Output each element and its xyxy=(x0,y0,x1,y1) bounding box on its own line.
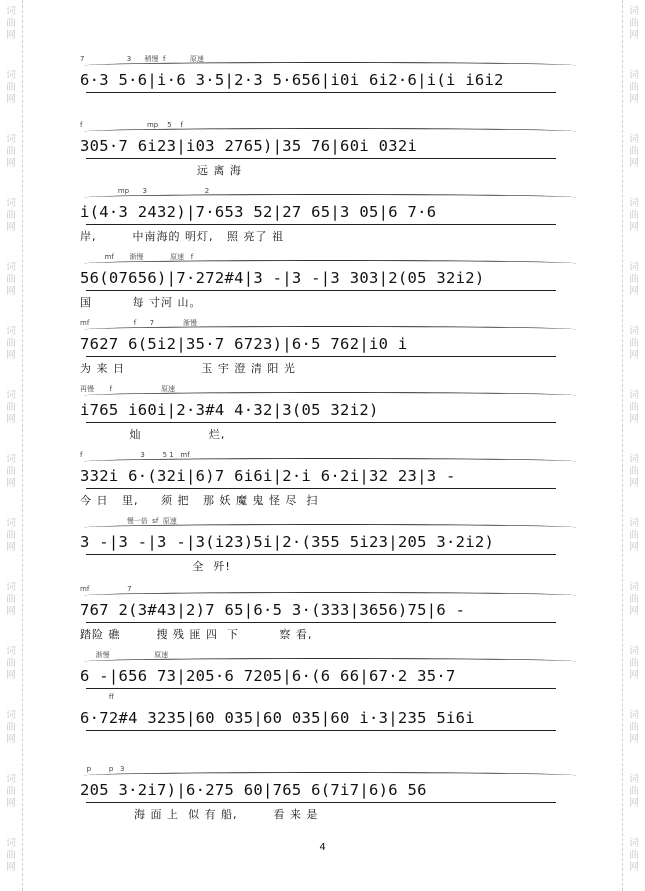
beat-underline xyxy=(86,92,556,93)
expression-marks: mf f 7 渐慢 xyxy=(80,319,197,327)
expression-marks: mf 7 xyxy=(80,585,132,593)
watermark-text: 词 曲 网 xyxy=(629,454,639,489)
expression-marks: ff xyxy=(80,693,114,701)
jianpu-notes: 305·7 6i23|i03 2765)|35 76|60i 032i xyxy=(80,137,418,155)
watermark-text: 词 曲 网 xyxy=(6,198,16,233)
beat-underline xyxy=(86,802,556,803)
beat-underline xyxy=(86,290,556,291)
expression-marks: mf 渐慢 原速 f xyxy=(80,253,194,261)
score-line xyxy=(80,184,580,248)
watermark-text: 词 曲 网 xyxy=(6,134,16,169)
score-line xyxy=(80,582,580,646)
score-line xyxy=(80,448,580,512)
watermark-text: 词 曲 网 xyxy=(629,774,639,809)
lyrics: 国 每 寸河 山。 xyxy=(80,296,202,309)
watermark-text: 词 曲 网 xyxy=(6,646,16,681)
beat-underline xyxy=(86,730,556,731)
jianpu-notes: 6 -|656 73|205·6 7205|6·(6 66|67·2 35·7 xyxy=(80,667,456,685)
jianpu-notes: 6·72#4 3235|60 035|60 035|60 i·3|235 5i6i xyxy=(80,709,475,727)
watermark-text: 词 曲 网 xyxy=(6,518,16,553)
expression-marks: 再慢 f 原速 xyxy=(80,385,175,393)
watermark-text: 词 曲 网 xyxy=(629,262,639,297)
lyrics: 为 来 日 玉 宇 澄 清 阳 光 xyxy=(80,362,296,375)
jianpu-notes: 767 2(3#43|2)7 65|6·5 3·(333|3656)75|6 - xyxy=(80,601,466,619)
expression-marks: 慢一倍 sf 原速 xyxy=(80,517,177,525)
score-line xyxy=(80,316,580,380)
watermark-text: 词 曲 网 xyxy=(629,134,639,169)
watermark-text: 词 曲 网 xyxy=(629,710,639,745)
beat-underline xyxy=(86,488,556,489)
jianpu-notes: 56(07656)|7·272#4|3 -|3 -|3 303|2(05 32i2) xyxy=(80,269,485,287)
lyrics: 灿 烂, xyxy=(80,428,226,441)
lyrics: 海 面 上 似 有 船, 看 来 是 xyxy=(80,808,319,821)
expression-marks: 渐慢 原速 xyxy=(80,651,169,659)
watermark-text: 词 曲 网 xyxy=(629,70,639,105)
watermark-text: 词 曲 网 xyxy=(6,390,16,425)
lyrics: 岸, 中南海的 明灯, 照 亮了 祖 xyxy=(80,230,284,243)
watermark-text: 词 曲 网 xyxy=(6,262,16,297)
watermark-text: 词 曲 网 xyxy=(6,70,16,105)
watermark-text: 词 曲 网 xyxy=(629,390,639,425)
left-watermark-strip xyxy=(0,0,23,891)
watermark-text: 词 曲 网 xyxy=(629,198,639,233)
right-watermark-strip xyxy=(622,0,645,891)
watermark-text: 词 曲 网 xyxy=(6,6,16,41)
beat-underline xyxy=(86,554,556,555)
watermark-text: 词 曲 网 xyxy=(629,838,639,873)
jianpu-notes: i(4·3 2432)|7·653 52|27 65|3 05|6 7·6 xyxy=(80,203,437,221)
beat-underline xyxy=(86,422,556,423)
jianpu-notes: 205 3·2i7)|6·275 60|765 6(7i7|6)6 56 xyxy=(80,781,427,799)
score-line xyxy=(80,690,580,754)
score-line xyxy=(80,250,580,314)
watermark-text: 词 曲 网 xyxy=(6,326,16,361)
lyrics: 全 歼! xyxy=(80,560,231,573)
jianpu-notes: i765 i60i|2·3#4 4·32|3(05 32i2) xyxy=(80,401,379,419)
beat-underline xyxy=(86,224,556,225)
expression-marks: mp 3 2 xyxy=(80,187,210,195)
beat-underline xyxy=(86,158,556,159)
lyrics: 今 日 里, 须 把 那 妖 魔 鬼 怪 尽 扫 xyxy=(80,494,319,507)
watermark-text: 词 曲 网 xyxy=(6,454,16,489)
expression-marks: f 3 5 1 mf xyxy=(80,451,190,459)
watermark-text: 词 曲 网 xyxy=(629,582,639,617)
lyrics: 远 离 海 xyxy=(80,164,242,177)
score-line xyxy=(80,382,580,446)
expression-marks: 7 3 稍慢 f 原速 xyxy=(80,55,204,63)
beat-underline xyxy=(86,688,556,689)
expression-marks: p p 3 xyxy=(80,765,125,773)
lyrics: 踏险 礁 搜 残 匪 四 下 察 看, xyxy=(80,628,313,641)
watermark-text: 词 曲 网 xyxy=(629,326,639,361)
beat-underline xyxy=(86,622,556,623)
score-line xyxy=(80,762,580,826)
watermark-text: 词 曲 网 xyxy=(6,582,16,617)
watermark-text: 词 曲 网 xyxy=(629,646,639,681)
score-line xyxy=(80,514,580,578)
watermark-text: 词 曲 网 xyxy=(629,518,639,553)
watermark-text: 词 曲 网 xyxy=(6,710,16,745)
score-line xyxy=(80,52,580,116)
jianpu-notes: 6·3 5·6|i·6 3·5|2·3 5·656|i0i 6i2·6|i(i i6i2 xyxy=(80,71,504,89)
jianpu-notes: 7627 6(5i2|35·7 6723)|6·5 762|i0 i xyxy=(80,335,408,353)
score-line xyxy=(80,118,580,182)
beat-underline xyxy=(86,356,556,357)
jianpu-notes: 3 -|3 -|3 -|3(i23)5i|2·(355 5i23|205 3·2i2) xyxy=(80,533,495,551)
watermark-text: 词 曲 网 xyxy=(6,838,16,873)
expression-marks: f mp 5 f xyxy=(80,121,183,129)
watermark-text: 词 曲 网 xyxy=(629,6,639,41)
watermark-text: 词 曲 网 xyxy=(6,774,16,809)
jianpu-notes: 332i 6·(32i|6)7 6i6i|2·i 6·2i|32 23|3 - xyxy=(80,467,456,485)
page-number: 4 xyxy=(319,842,326,853)
